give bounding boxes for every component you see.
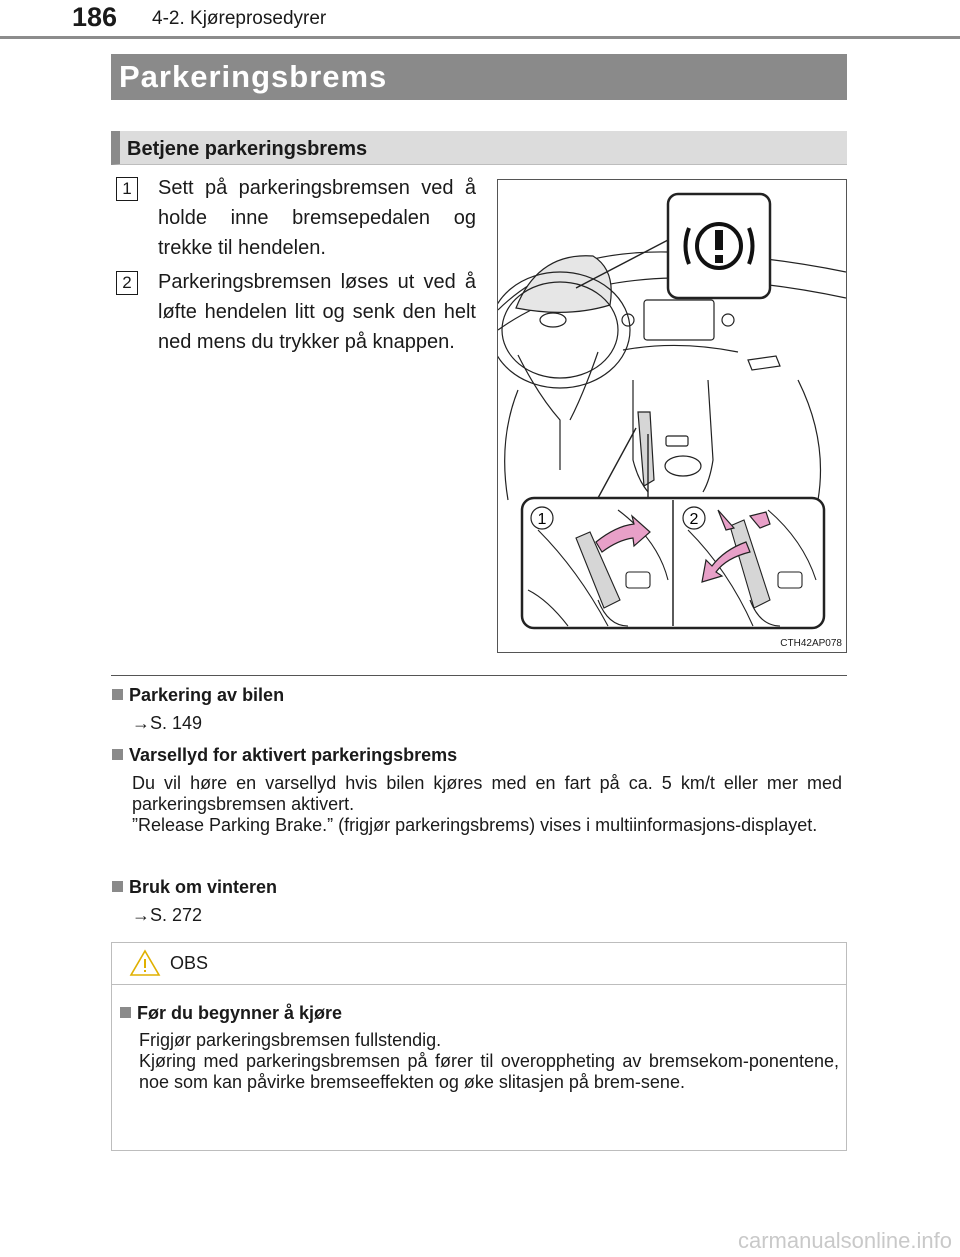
watermark: carmanualsonline.info	[737, 1228, 952, 1253]
warning-triangle-icon	[129, 949, 161, 977]
parking-brake-illustration	[497, 179, 847, 653]
section-reference: 4-2. Kjøreprosedyrer	[152, 8, 327, 29]
step-1	[116, 173, 476, 263]
arrow-icon: →	[132, 905, 150, 925]
step-text: Parkeringsbremsen løses ut ved å løfte hendelen litt og senk den helt ned mens du trykker på knappen.	[158, 271, 476, 353]
header-rule	[0, 36, 960, 39]
page-number: 186	[72, 2, 118, 32]
square-bullet-icon	[112, 749, 123, 760]
step-2	[116, 267, 476, 357]
note-heading-warning-sound: Varsellyd for aktivert parkeringsbrems	[112, 745, 457, 766]
dashboard-drawing	[498, 180, 846, 652]
note-heading-parking: Parkering av bilen	[112, 685, 284, 706]
figure-code: CTH42AP078	[780, 638, 842, 649]
page-title: Parkeringsbrems	[111, 54, 847, 100]
step-number: 1	[116, 177, 138, 201]
note-heading-winter: Bruk om vinteren	[112, 877, 277, 898]
caution-header	[112, 943, 846, 985]
callout-number-1: 1	[537, 511, 547, 528]
page-reference: →S. 272	[132, 905, 203, 925]
divider	[111, 675, 847, 676]
caution-label: OBS	[170, 953, 209, 973]
caution-title: Før du begynner å kjøre	[120, 1003, 342, 1024]
square-bullet-icon	[112, 689, 123, 700]
step-text: Sett på parkeringsbremsen ved å holde inne bremsepedalen og trekke til hendelen.	[158, 177, 476, 259]
callout-number-2: 2	[689, 511, 699, 528]
page-reference: →S. 149	[132, 713, 203, 733]
caution-body: Frigjør parkeringsbremsen fullstendig. Kjøring med parkeringsbremsen på fører til overoppheting av bremsekom-ponentene, noe som kan påvirke bremseeffekten og øke slitasjen på brem-sene.	[139, 1030, 839, 1092]
square-bullet-icon	[112, 881, 123, 892]
subsection-heading: Betjene parkeringsbrems	[111, 131, 847, 165]
arrow-icon: →	[132, 713, 150, 733]
note-body: Du vil høre en varsellyd hvis bilen kjøres med en fart på ca. 5 km/t eller mer med parkeringsbremsen aktivert. ”Release Parking Brake.” (frigjør parkeringsbrems) vises i multiinformasjons-displayet.	[132, 773, 842, 835]
step-number: 2	[116, 271, 138, 295]
caution-box	[111, 942, 847, 1151]
square-bullet-icon	[120, 1007, 131, 1018]
